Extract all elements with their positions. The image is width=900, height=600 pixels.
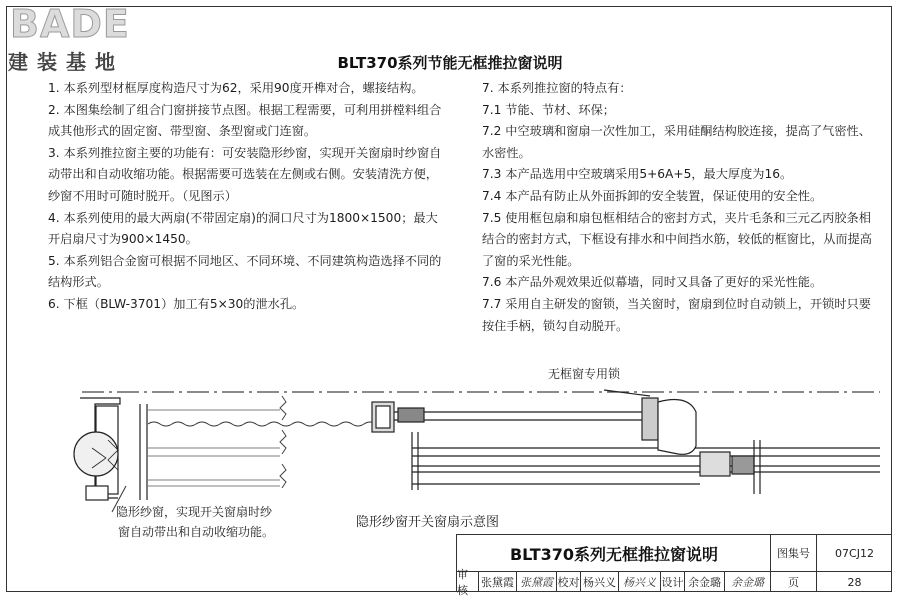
check-label: 校对 xyxy=(556,571,580,592)
feature-7-7: 7.7 采用自主研发的窗锁，当关窗时，窗扇到位时自动锁上，开锁时只要按住手柄，锁勾自动脱开。 xyxy=(482,296,871,333)
note-2: 2. 本图集绘制了组合门窗拼接节点图。根据工程需要，可利用拼樘料组合成其他形式的固定窗、带型窗、条型窗或门连窗。 xyxy=(48,102,442,139)
lock-body xyxy=(604,390,696,454)
brand-subtitle: 建装基地 xyxy=(8,50,124,74)
feature-7-6: 7.6 本产品外观效果近似幕墙，同时又具备了更好的采光性能。 xyxy=(482,275,823,290)
reviewer-signature: 张黛霞 xyxy=(516,571,556,592)
left-frame-profile xyxy=(74,398,147,500)
designer-name: 余金璐 xyxy=(684,571,724,592)
lock-label: 无框窗专用锁 xyxy=(548,367,621,381)
design-label: 设计 xyxy=(660,571,684,592)
feature-7-2: 7.2 中空玻璃和窗扇一次性加工，采用硅酮结构胶连接，提高了气密性、水密性。 xyxy=(482,124,871,160)
designer-signature: 余金璐 xyxy=(724,571,770,592)
reviewer-name: 张黛霞 xyxy=(478,571,516,592)
atlas-number: 07CJ12 xyxy=(816,534,892,571)
checker-name: 杨兴义 xyxy=(580,571,618,592)
middle-break-lines xyxy=(280,396,286,488)
feature-7-4: 7.4 本产品有防止从外面拆卸的安全装置，保证使用的安全性。 xyxy=(482,188,823,203)
review-label: 审核 xyxy=(456,571,478,592)
sheet-title: BLT370系列无框推拉窗说明 xyxy=(456,534,771,572)
page-title: BLT370系列节能无框推拉窗说明 xyxy=(337,54,563,72)
note-5: 5. 本系列铝合金窗可根据不同地区、不同环境、不同建筑构造选择不同的结构形式。 xyxy=(48,253,442,290)
checker-signature: 杨兴义 xyxy=(618,571,660,592)
feature-7-5: 7.5 使用框包扇和扇包框相结合的密封方式，夹片毛条和三元乙丙胶条相结合的密封方式，下框设有排水和中间挡水筋，较低的框窗比，从而提高了窗的采光性能。 xyxy=(482,210,872,268)
page-number: 28 xyxy=(816,571,892,592)
screen-note-line-2: 窗自动带出和自动收缩功能。 xyxy=(118,525,275,539)
page-label: 页 xyxy=(770,571,816,592)
atlas-label: 图集号 xyxy=(770,534,816,571)
feature-7-1: 7.1 节能、节材、环保； xyxy=(482,102,615,117)
note-6: 6. 下框（BLW-3701）加工有5×30的泄水孔。 xyxy=(48,296,305,311)
feature-heading: 7. 本系列推拉窗的特点有： xyxy=(482,81,632,95)
feature-7-3: 7.3 本产品选用中空玻璃采用5+6A+5，最大厚度为16。 xyxy=(482,167,793,182)
screen-mesh-line xyxy=(148,422,388,426)
title-block xyxy=(456,534,892,597)
drawing-caption: 隐形纱窗开关窗扇示意图 xyxy=(356,515,500,530)
left-glass-lines xyxy=(148,410,280,486)
screen-note-line-1: 隐形纱窗，实现开关窗扇时纱 xyxy=(116,505,273,519)
sash-interlock-section xyxy=(372,402,880,494)
note-1: 1. 本系列型材框厚度构造尺寸为62，采用90度开榫对合，螺接结构。 xyxy=(48,81,424,95)
note-3: 3. 本系列推拉窗主要的功能有：可安装隐形纱窗，实现开关窗扇时纱窗自动带出和自动收缩功能。根据需要可选装在左侧或右侧。安装清洗方便，纱窗不用时可随时脱开。（见图示） xyxy=(48,145,442,203)
brand-logo: BADE xyxy=(10,2,130,46)
note-4: 4. 本系列使用的最大两扇(不带固定扇)的洞口尺寸为1800×1500；最大开启扇尺寸为900×1450。 xyxy=(48,210,438,247)
